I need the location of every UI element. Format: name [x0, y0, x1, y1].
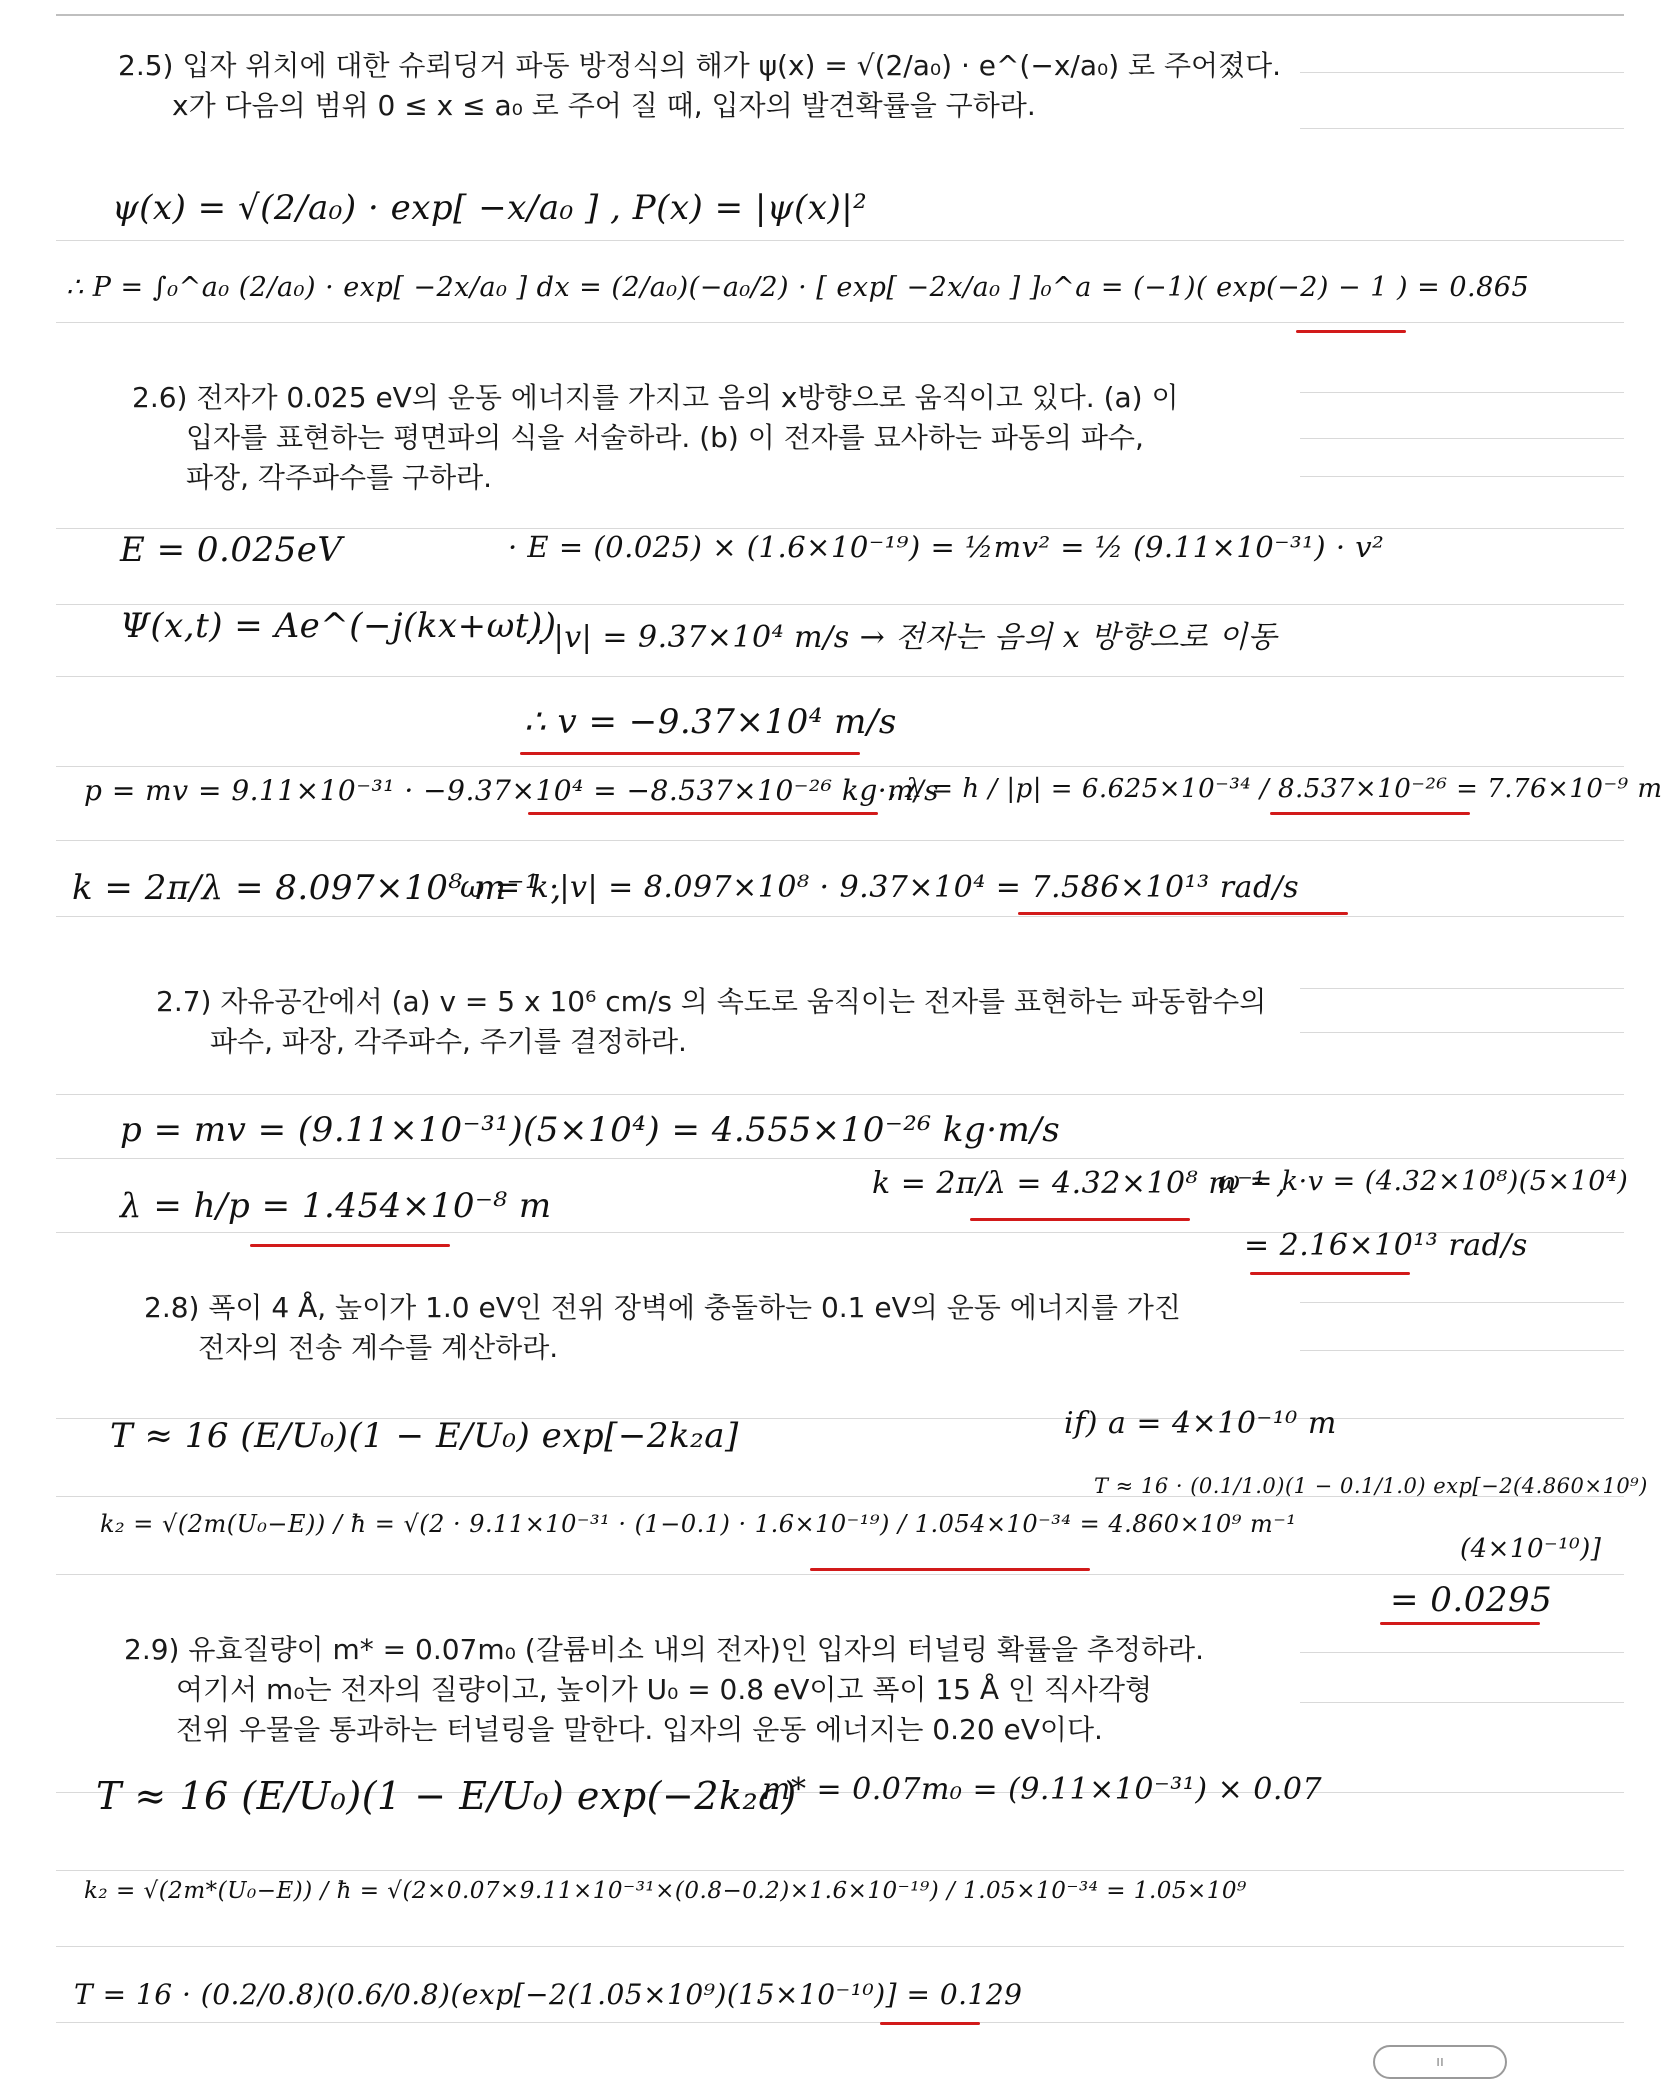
problem-2-6-statement — [132, 378, 1179, 498]
answer-underline — [970, 1218, 1190, 1221]
page-indicator[interactable]: ıı — [1373, 2045, 1507, 2079]
problem-2-8-line-2: 전자의 전송 계수를 계산하라. — [198, 1331, 559, 1364]
problem-2-7-statement — [156, 982, 1266, 1062]
solution-2-6-momentum: p = mv = 9.11×10⁻³¹ · −9.37×10⁴ = −8.537×10⁻²⁶ kg·m/s — [84, 774, 940, 807]
problem-2-9-line-3: 전위 우물을 통과하는 터널링을 말한다. 입자의 운동 에너지는 0.20 eV이다. — [176, 1713, 1103, 1746]
solution-2-7-angular-freq: ω = k·v = (4.32×10⁸)(5×10⁴) — [1218, 1166, 1629, 1197]
problem-2-8-line-1: 2.8) 폭이 4 Å, 높이가 1.0 eV인 전위 장벽에 충돌하는 0.1 eV의 운동 에너지를 가진 — [144, 1291, 1181, 1324]
problem-2-9-statement — [124, 1630, 1204, 1750]
ruled-line — [56, 676, 1624, 677]
problem-2-6-line-1: 2.6) 전자가 0.025 eV의 운동 에너지를 가지고 음의 x방향으로 움직이고 있다. (a) 이 — [132, 381, 1179, 414]
solution-2-5-step-1: ψ(x) = √(2/a₀) · exp[ −x/a₀ ] , P(x) = |ψ(x)|² — [112, 188, 868, 228]
problem-2-6-line-3: 파장, 각주파수를 구하라. — [186, 461, 493, 494]
solution-2-7-wavelength: λ = h/p = 1.454×10⁻⁸ m — [120, 1186, 552, 1226]
solution-2-9-k2: k₂ = √(2m*(U₀−E)) / ħ = √(2×0.07×9.11×10⁻³¹×(0.8−0.2)×1.6×10⁻¹⁹) / 1.05×10⁻³⁴ = 1.05×10⁹ — [84, 1878, 1247, 1904]
margin-rule — [1300, 128, 1624, 129]
ruled-line — [56, 2022, 1624, 2023]
solution-2-6-energy: E = 0.025eV — [120, 530, 343, 570]
solution-2-7-wavenumber: k = 2π/λ = 4.32×10⁸ m⁻¹ , — [872, 1166, 1287, 1201]
ruled-line — [56, 1158, 1624, 1159]
margin-rule — [1300, 392, 1624, 393]
problem-2-5-line-2: x가 다음의 범위 0 ≤ x ≤ a₀ 로 주어 질 때, 입자의 발견확률을 구하라. — [172, 89, 1036, 122]
solution-2-8-width: if) a = 4×10⁻¹⁰ m — [1064, 1406, 1337, 1441]
solution-2-6-energy-eq: · E = (0.025) × (1.6×10⁻¹⁹) = ½mv² = ½ (9.11×10⁻³¹) · v² — [508, 530, 1385, 564]
solution-2-9-formula: T ≈ 16 (E/U₀)(1 − E/U₀) exp(−2k₂a) — [96, 1774, 797, 1818]
ruled-line — [56, 528, 1624, 529]
solution-2-7-angular-freq-result: = 2.16×10¹³ rad/s — [1244, 1228, 1528, 1263]
ruled-line — [56, 1946, 1624, 1947]
problem-2-5-statement — [118, 46, 1281, 126]
answer-underline — [810, 1568, 1090, 1571]
problem-2-7-line-1: 2.7) 자유공간에서 (a) v = 5 x 10⁶ cm/s 의 속도로 움직이는 전자를 표현하는 파동함수의 — [156, 985, 1267, 1018]
solution-2-5-step-2: ∴ P = ∫₀^a₀ (2/a₀) · exp[ −2x/a₀ ] dx = (2/a₀)(−a₀/2) · [ exp[ −2x/a₀ ] ]₀^a = (−1)( exp(−2) − 1 ) = 0.865 — [66, 272, 1530, 303]
answer-underline — [250, 1244, 450, 1247]
problem-2-5-line-1: 2.5) 입자 위치에 대한 슈뢰딩거 파동 방정식의 해가 ψ(x) = √(2/a₀) · e^(−x/a₀) 로 주어졌다. — [118, 49, 1282, 82]
ruled-line — [56, 1870, 1624, 1871]
solution-2-9-mass: m* = 0.07m₀ = (9.11×10⁻³¹) × 0.07 — [762, 1772, 1323, 1807]
problem-2-9-line-2: 여기서 m₀는 전자의 질량이고, 높이가 U₀ = 0.8 eV이고 폭이 15 Å 인 직사각형 — [176, 1673, 1153, 1706]
margin-rule — [1300, 438, 1624, 439]
solution-2-6-wavelength: , λ = h / |p| = 6.625×10⁻³⁴ / 8.537×10⁻²⁶ = 7.76×10⁻⁹ m — [888, 774, 1663, 804]
margin-rule — [1300, 1350, 1624, 1351]
solution-2-6-angular-freq: ω = k·|v| = 8.097×10⁸ · 9.37×10⁴ = 7.586×10¹³ rad/s — [460, 870, 1300, 905]
answer-underline — [1250, 1272, 1410, 1275]
problem-2-9-line-1: 2.9) 유효질량이 m* = 0.07m₀ (갈륨비소 내의 전자)인 입자의 터널링 확률을 추정하라. — [124, 1633, 1204, 1666]
solution-2-9-result: T = 16 · (0.2/0.8)(0.6/0.8)(exp[−2(1.05×10⁹)(15×10⁻¹⁰)] = 0.129 — [74, 1978, 1023, 2011]
answer-underline — [520, 752, 860, 755]
solution-2-7-momentum: p = mv = (9.11×10⁻³¹)(5×10⁴) = 4.555×10⁻²⁶ kg·m/s — [120, 1110, 1061, 1150]
margin-rule — [1300, 1652, 1624, 1653]
problem-2-6-line-2: 입자를 표현하는 평면파의 식을 서술하라. (b) 이 전자를 묘사하는 파동의 파수, — [186, 421, 1144, 454]
ruled-line — [56, 1574, 1624, 1575]
ruled-line — [56, 240, 1624, 241]
margin-rule — [1300, 1302, 1624, 1303]
margin-rule — [1300, 1032, 1624, 1033]
problem-2-8-statement — [144, 1288, 1181, 1368]
solution-2-8-transmission: T ≈ 16 · (0.1/1.0)(1 − 0.1/1.0) exp[−2(4.860×10⁹) — [1094, 1474, 1648, 1498]
answer-underline — [1380, 1622, 1540, 1625]
top-rule — [56, 14, 1624, 16]
solution-2-6-wavenumber: k = 2π/λ = 8.097×10⁸ m⁻¹ , — [72, 868, 562, 908]
ruled-line — [56, 322, 1624, 323]
solution-2-6-wavefunction: Ψ(x,t) = Ae^(−j(kx+ωt)) — [120, 606, 557, 646]
margin-rule — [1300, 476, 1624, 477]
answer-underline — [1270, 812, 1470, 815]
solution-2-6-speed: ∴ |v| = 9.37×10⁴ m/s → 전자는 음의 x 방향으로 이동 — [524, 620, 1278, 655]
answer-underline — [1018, 912, 1348, 915]
ruled-line — [56, 1094, 1624, 1095]
margin-rule — [1300, 1702, 1624, 1703]
solution-2-6-velocity: ∴ v = −9.37×10⁴ m/s — [524, 702, 897, 742]
margin-rule — [1300, 988, 1624, 989]
ruled-line — [56, 766, 1624, 767]
solution-2-8-result: = 0.0295 — [1390, 1580, 1553, 1620]
ruled-line — [56, 604, 1624, 605]
solution-2-8-formula: T ≈ 16 (E/U₀)(1 − E/U₀) exp[−2k₂a] — [110, 1416, 739, 1456]
answer-underline — [880, 2022, 980, 2025]
margin-rule — [1300, 72, 1624, 73]
solution-2-8-k2: k₂ = √(2m(U₀−E)) / ħ = √(2 · 9.11×10⁻³¹ · (1−0.1) · 1.6×10⁻¹⁹) / 1.054×10⁻³⁴ = 4.860×10⁹ m⁻¹ — [100, 1510, 1297, 1538]
ruled-line — [56, 840, 1624, 841]
problem-2-7-line-2: 파수, 파장, 각주파수, 주기를 결정하라. — [210, 1025, 687, 1058]
answer-underline — [528, 812, 878, 815]
answer-underline — [1296, 330, 1406, 333]
ruled-line — [56, 916, 1624, 917]
solution-2-8-transmission-cont: (4×10⁻¹⁰)] — [1460, 1534, 1602, 1564]
